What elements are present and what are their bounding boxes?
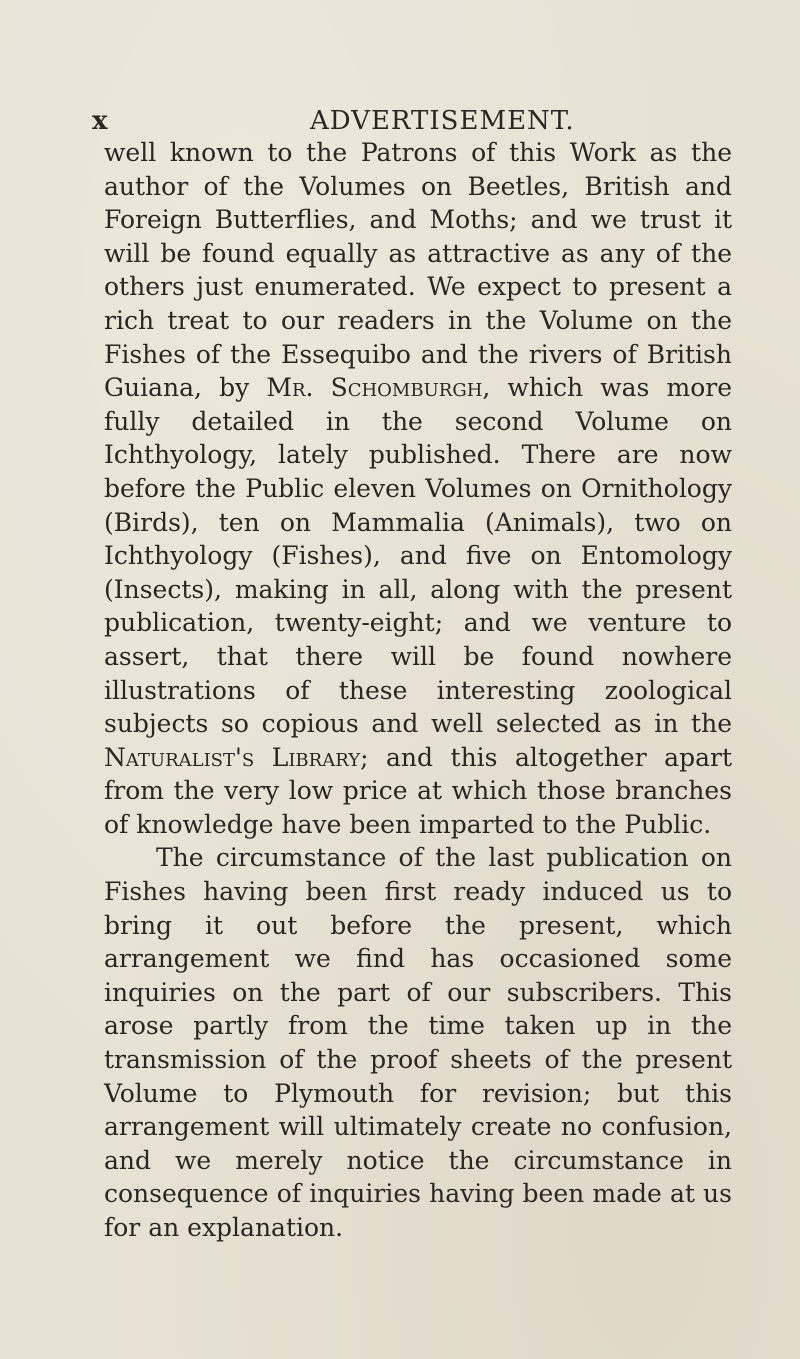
paragraph-1-text-cont: , which was more fully detailed in the second Volume on Ichthyology, lately published. There are now before the Public eleven Volumes on Ornithology (Birds), ten on Mammalia (Animals), two on Ichthyology (Fishes), and five on Entomology (Insects), making in all, along with the present publication, twenty-eight; and we venture to assert, that there will be found nowhere illustrations of these interesting zoological subjects so copious and well selected as in the [104,373,733,739]
person-name-schomburgh: Mr. Schomburgh [266,373,483,403]
body-text [104,136,732,1245]
paragraph-1-text: well known to the Patrons of this Work as the author of the Volumes on Beetles, British and Foreign Butterflies, and Moths; and we trust it will be found equally as attractive as any of the others just enumerated. We expect to present a rich treat to our readers in the Volume on the Fishes of the Essequibo and the rivers of British Guiana, by [104,138,732,403]
paragraph-1 [104,136,732,841]
paragraph-2-text: The circumstance of the last publication on Fishes having been first ready induced us to bring it out before the present, which arrangement we find has occasioned some inquiries on the part of our subscribers. This arose partly from the time taken up in the transmission of the proof sheets of the present Volume to Plymouth for revision; but this arrangement will ultimately create no confusion, and we merely notice the circumstance in consequence of inquiries having been made at us for an explanation. [104,843,732,1242]
running-head: ADVERTISEMENT. [310,106,575,136]
paragraph-1-text-end: ; and this altogether apart from the very low price at which those branches of knowledge have been imparted to the Public. [104,742,732,839]
page-number: x [92,106,109,136]
series-title-naturalists-library: Naturalist's Library [104,742,361,772]
page-header [92,106,722,140]
paragraph-2 [104,841,732,1244]
